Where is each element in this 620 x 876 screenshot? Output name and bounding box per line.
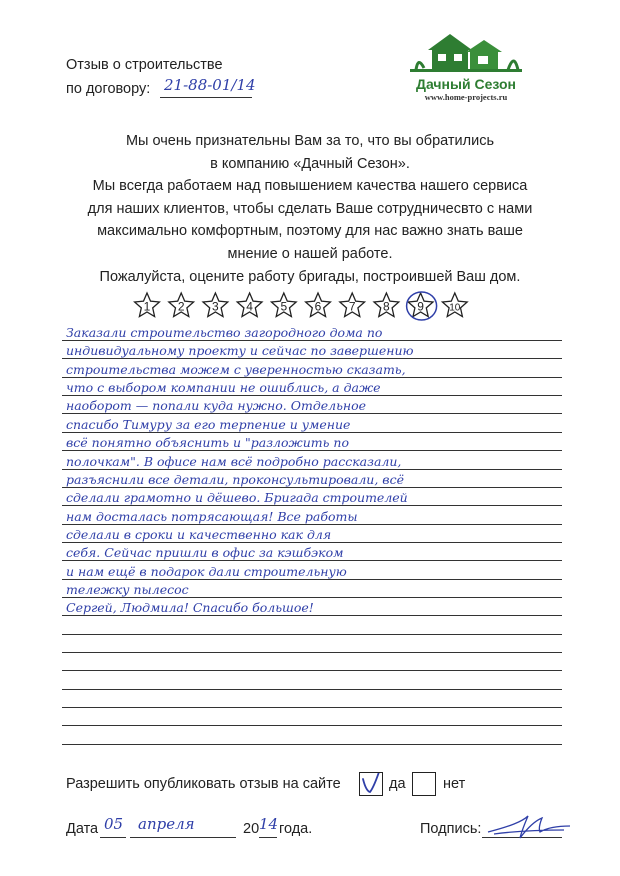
rating-stars bbox=[130, 288, 500, 322]
rating-star-label: 9 bbox=[417, 299, 424, 314]
yes-label: да bbox=[389, 776, 406, 792]
intro-text bbox=[0, 130, 620, 288]
rating-star-9[interactable] bbox=[407, 292, 437, 320]
no-label: нет bbox=[443, 776, 466, 792]
rating-star-7[interactable] bbox=[340, 293, 365, 317]
review-line: тележку пылесос bbox=[66, 581, 189, 597]
rating-star-2[interactable] bbox=[169, 293, 194, 317]
rating-star-8[interactable] bbox=[374, 293, 399, 317]
publish-label: Разрешить опубликовать отзыв на сайте bbox=[66, 776, 341, 792]
ruled-line bbox=[62, 652, 562, 653]
contract-underline bbox=[160, 97, 252, 98]
rating-star-label: 4 bbox=[246, 299, 253, 314]
review-line: что с выбором компании не ошиблись, а даже bbox=[66, 380, 381, 396]
review-line: спасибо Тимуру за его терпение и умение bbox=[66, 416, 351, 432]
date-day-underline bbox=[100, 837, 126, 838]
rating-star-10[interactable] bbox=[442, 293, 467, 317]
year-underline bbox=[259, 837, 277, 838]
signature-label: Подпись: bbox=[420, 821, 482, 837]
contract-number: 21-88-01/14 bbox=[164, 76, 256, 94]
ruled-line bbox=[62, 670, 562, 671]
intro-line: мнение о нашей работе. bbox=[227, 245, 393, 262]
contract-label: по договору: bbox=[66, 81, 151, 97]
logo-brand: Дачный Сезон bbox=[416, 76, 516, 92]
company-logo bbox=[410, 30, 522, 100]
check-icon bbox=[360, 773, 382, 795]
date-day: 05 bbox=[104, 815, 124, 833]
review-line: индивидуальному проекту и сейчас по завершению bbox=[66, 343, 414, 359]
intro-line: максимально комфортным, поэтому для нас важно знать ваше bbox=[97, 223, 523, 240]
review-line: сделали в сроки и качественно как для bbox=[66, 526, 332, 542]
intro-line: Мы всегда работаем над повышением качества нашего сервиса bbox=[92, 178, 528, 195]
rating-star-label: 10 bbox=[449, 302, 461, 314]
rating-star-label: 6 bbox=[314, 299, 322, 314]
review-line: полочкам". В офисе нам всё подробно рассказали, bbox=[66, 453, 402, 469]
review-title: Отзыв о строительстве bbox=[66, 57, 223, 73]
rating-star-1[interactable] bbox=[135, 293, 160, 317]
ruled-line bbox=[62, 744, 562, 745]
review-line: сделали грамотно и дёшево. Бригада строителей bbox=[66, 490, 408, 506]
year-suffix: 14 bbox=[259, 815, 279, 833]
date-month: апреля bbox=[138, 815, 195, 833]
review-line: строительства можем с уверенностью сказать, bbox=[66, 361, 406, 377]
year-prefix: 20 bbox=[243, 821, 260, 837]
house-icon bbox=[410, 30, 522, 72]
ruled-line bbox=[62, 725, 562, 726]
intro-line: в компанию «Дачный Сезон». bbox=[210, 155, 410, 172]
rating-star-label: 8 bbox=[383, 299, 390, 314]
intro-line: Мы очень признательны Вам за то, что вы обратились bbox=[125, 133, 495, 149]
no-checkbox[interactable] bbox=[412, 772, 436, 796]
intro-line: Пожалуйста, оцените работу бригады, построившей Ваш дом. bbox=[99, 268, 521, 285]
review-line: нам досталась потрясающая! Все работы bbox=[66, 508, 358, 524]
review-line: наоборот — попали куда нужно. Отдельное bbox=[66, 398, 367, 414]
date-label: Дата bbox=[66, 821, 99, 837]
review-line: Заказали строительство загородного дома по bbox=[66, 325, 383, 340]
review-line: и нам ещё в подарок дали строительную bbox=[66, 563, 347, 579]
intro-line: для наших клиентов, чтобы сделать Ваше сотрудничесвто с нами bbox=[87, 200, 533, 217]
signature-mark bbox=[484, 812, 574, 842]
review-line: всё понятно объяснить и "разложить по bbox=[66, 435, 349, 451]
rating-star-4[interactable] bbox=[237, 293, 262, 317]
yes-checkbox[interactable] bbox=[359, 772, 383, 796]
logo-url: www.home-projects.ru bbox=[424, 92, 508, 102]
ruled-line bbox=[62, 707, 562, 708]
rating-star-6[interactable] bbox=[306, 293, 331, 317]
year-word: года. bbox=[279, 821, 313, 837]
rating-star-label: 3 bbox=[212, 299, 219, 314]
rating-star-5[interactable] bbox=[271, 293, 296, 317]
rating-star-label: 1 bbox=[143, 299, 151, 314]
review-line: Сергей, Людмила! Спасибо большое! bbox=[66, 600, 314, 616]
ruled-line bbox=[62, 689, 562, 690]
ruled-line bbox=[62, 634, 562, 635]
review-line: разъяснили все детали, проконсультировали, всё bbox=[66, 471, 404, 487]
rating-star-label: 5 bbox=[280, 299, 288, 314]
rating-star-3[interactable] bbox=[203, 293, 228, 317]
rating-star-label: 2 bbox=[177, 299, 185, 314]
review-line: себя. Сейчас пришли в офис за кэшбэком bbox=[66, 545, 344, 561]
date-month-underline bbox=[130, 837, 236, 838]
rating-star-label: 7 bbox=[348, 299, 356, 314]
